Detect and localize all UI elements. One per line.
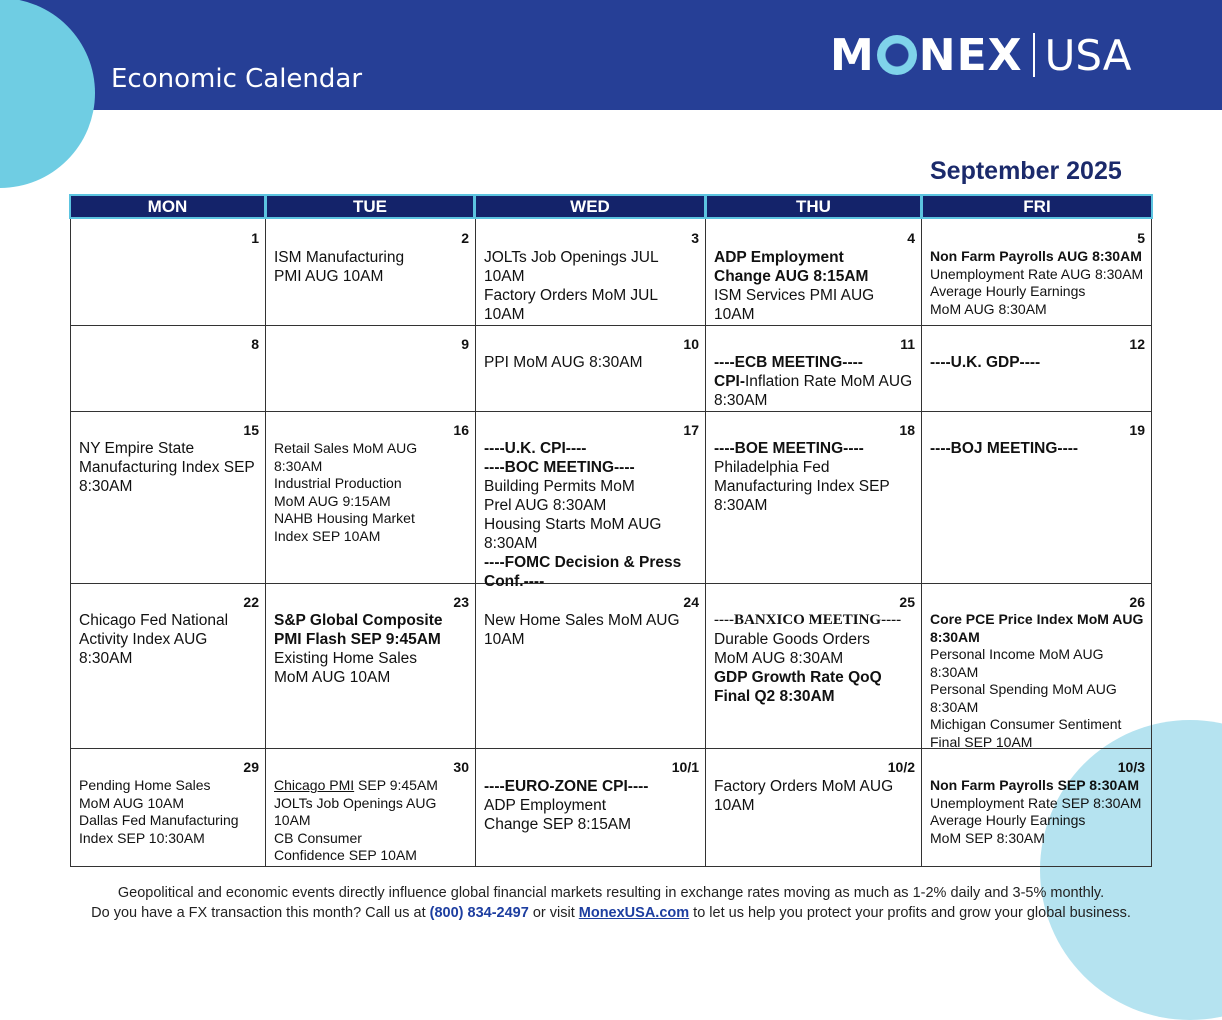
event-line: ----BOJ MEETING---- (930, 440, 1079, 457)
event-line: Average Hourly Earnings (930, 812, 1086, 828)
event-line: S&P Global Composite (274, 612, 443, 629)
day-number: 3 (691, 230, 699, 246)
grid-line (1151, 219, 1152, 867)
calendar-day-oct-2 (706, 749, 921, 866)
event-line: Index SEP 10AM (274, 527, 381, 544)
day-header-mon: MON (69, 194, 266, 219)
calendar-day-9 (266, 326, 475, 411)
event-line: Non Farm Payrolls SEP 8:30AM (930, 777, 1140, 793)
footer-text: or visit (528, 905, 579, 921)
event-line: PMI Flash SEP 9:45AM (274, 631, 441, 648)
event-line: 10AM (274, 812, 311, 828)
calendar-day-3 (476, 220, 705, 325)
logo-o-ring-icon (877, 35, 917, 75)
event-line: Pending Home Sales (79, 777, 211, 793)
event-line: Manufacturing Index SEP (714, 478, 890, 495)
event-line: Index SEP 10:30AM (79, 829, 205, 846)
day-number: 22 (243, 594, 259, 610)
calendar-day-5 (922, 220, 1151, 325)
event-line: NAHB Housing Market (274, 510, 415, 526)
day-number: 18 (899, 422, 915, 438)
day-number: 10/3 (1117, 759, 1145, 775)
day-number: 8 (251, 336, 259, 352)
day-number: 29 (243, 759, 259, 775)
event-line (274, 777, 475, 795)
day-number: 17 (683, 422, 699, 438)
day-number: 1 (251, 230, 259, 246)
event-line: Conf.---- (484, 573, 545, 590)
event-line: 8:30AM (714, 497, 768, 514)
event-line: PMI AUG 10AM (274, 268, 384, 285)
event-line: Prel AUG 8:30AM (484, 497, 607, 514)
event-line: 8:30AM (79, 478, 133, 495)
event-line: ISM Manufacturing (274, 249, 405, 266)
day-header-tue: TUE (265, 194, 475, 219)
event-line: JOLTs Job Openings AUG (274, 794, 437, 811)
day-header-wed: WED (474, 194, 706, 219)
event-line: Change AUG 8:15AM (714, 268, 869, 285)
event-line: GDP Growth Rate QoQ (714, 669, 882, 686)
calendar-day-oct-3 (922, 749, 1151, 866)
event-line: MoM AUG 9:15AM (274, 492, 391, 509)
event-line: ----FOMC Decision & Press (484, 554, 682, 571)
event-line: New Home Sales MoM AUG (484, 612, 680, 629)
event-line: Non Farm Payrolls AUG 8:30AM (930, 248, 1142, 264)
calendar-day-29 (71, 749, 265, 866)
event-line (714, 372, 921, 391)
calendar-day-26 (922, 584, 1151, 748)
event-line: Durable Goods Orders (714, 631, 870, 648)
event-line: CB Consumer (274, 829, 362, 846)
monex-logo (830, 30, 1132, 80)
calendar-day-4 (706, 220, 921, 325)
footer-contact (0, 905, 1222, 921)
event-line: Confidence SEP 10AM (274, 847, 417, 863)
calendar-day-18 (706, 412, 921, 583)
event-line: 8:30AM (79, 650, 133, 667)
event-line: ----ECB MEETING---- (714, 354, 863, 371)
day-number: 5 (1137, 230, 1145, 246)
day-number: 24 (683, 594, 699, 610)
event-line: Final Q2 8:30AM (714, 688, 835, 705)
event-line: Factory Orders MoM AUG (714, 778, 894, 795)
footer-text: Do you have a FX transaction this month? Call us at (91, 905, 430, 921)
calendar-day-11 (706, 326, 921, 411)
event-line: Average Hourly Earnings (930, 283, 1086, 299)
calendar-day-15 (71, 412, 265, 583)
event-line: Personal Spending MoM AUG (930, 681, 1117, 697)
day-number: 11 (900, 336, 915, 352)
day-number: 10/2 (887, 759, 915, 775)
calendar-day-12 (922, 326, 1151, 411)
event-line: Personal Income MoM AUG (930, 646, 1104, 662)
event-line: ----BOE MEETING---- (714, 440, 864, 457)
logo-text-m: M (830, 29, 875, 81)
day-number: 10 (683, 336, 699, 352)
event-line: JOLTs Job Openings JUL (484, 249, 659, 266)
day-number: 4 (907, 230, 915, 246)
calendar-day-25 (706, 584, 921, 748)
grid-line (70, 866, 1152, 867)
calendar-day-1 (71, 220, 265, 325)
event-label-underlined: Chicago PMI (274, 777, 355, 793)
event-line: 8:30AM (484, 535, 538, 552)
calendar-day-30 (266, 749, 475, 866)
event-line: NY Empire State (79, 440, 195, 457)
day-number: 26 (1129, 594, 1145, 610)
calendar-day-17 (476, 412, 705, 590)
logo-text-nex: NEX (918, 29, 1023, 81)
event-line: ADP Employment (714, 249, 844, 266)
event-line: ADP Employment (484, 797, 607, 814)
day-number: 30 (453, 759, 469, 775)
day-number: 2 (461, 230, 469, 246)
event-line: MoM AUG 10AM (79, 794, 185, 811)
event-line: Activity Index AUG (79, 631, 208, 648)
event-line: Change SEP 8:15AM (484, 816, 632, 833)
day-header-thu: THU (705, 194, 922, 219)
event-line: 10AM (714, 306, 755, 323)
event-line: Manufacturing Index SEP (79, 459, 255, 476)
event-line: MoM AUG 8:30AM (714, 650, 844, 667)
event-line: 8:30AM (930, 628, 980, 645)
day-number: 15 (243, 422, 259, 438)
logo-text-usa: USA (1044, 30, 1132, 80)
event-line: Retail Sales MoM AUG (274, 440, 418, 456)
event-line: Core PCE Price Index MoM AUG (930, 611, 1144, 627)
page-title: Economic Calendar (111, 64, 363, 94)
event-line: 8:30AM (930, 663, 979, 680)
calendar-day-19 (922, 412, 1151, 583)
event-line: Michigan Consumer Sentiment (930, 716, 1122, 732)
event-line: MoM AUG 8:30AM (930, 300, 1047, 317)
calendar-day-oct-1 (476, 749, 705, 866)
day-number: 10/1 (671, 759, 699, 775)
event-label-bold: CPI- (714, 373, 745, 390)
day-number: 16 (453, 422, 469, 438)
event-line: 10AM (714, 797, 755, 814)
event-line: Factory Orders MoM JUL (484, 287, 658, 304)
calendar-day-16 (266, 412, 475, 583)
event-line: Industrial Production (274, 475, 402, 491)
event-line: Chicago Fed National (79, 612, 229, 629)
event-line: ----EURO-ZONE CPI---- (484, 778, 649, 795)
event-line: Unemployment Rate SEP 8:30AM (930, 794, 1142, 811)
day-header-fri: FRI (921, 194, 1153, 219)
event-label: Inflation Rate MoM AUG (745, 373, 913, 390)
day-number: 25 (899, 594, 915, 610)
calendar-day-8 (71, 326, 265, 411)
event-line: 8:30AM (930, 698, 979, 715)
event-line: MoM SEP 8:30AM (930, 829, 1045, 846)
event-line: Philadelphia Fed (714, 459, 830, 476)
event-line: ----U.K. GDP---- (930, 354, 1041, 371)
calendar-day-2 (266, 220, 475, 325)
website-link[interactable]: MonexUSA.com (578, 905, 690, 921)
event-line: 10AM (484, 268, 525, 285)
footer-text: to let us help you protect your profits and grow your global business. (689, 905, 1131, 921)
calendar-day-24 (476, 584, 705, 748)
event-line: ISM Services PMI AUG (714, 287, 875, 304)
day-number: 19 (1129, 422, 1145, 438)
calendar-month: September 2025 (930, 157, 1122, 185)
day-number: 23 (453, 594, 469, 610)
day-number: 12 (1129, 336, 1145, 352)
event-line: 10AM (484, 306, 525, 323)
event-line: PPI MoM AUG 8:30AM (484, 354, 643, 371)
calendar-day-22 (71, 584, 265, 748)
event-line: Unemployment Rate AUG 8:30AM (930, 265, 1144, 282)
footer-disclaimer: Geopolitical and economic events directly influence global financial markets resulting in exchange rates moving as much as 1-2% daily and 3-5% monthly. (117, 885, 1105, 901)
phone-link[interactable]: (800) 834-2497 (429, 905, 529, 921)
day-number: 9 (461, 336, 469, 352)
event-line: 10AM (484, 631, 525, 648)
event-line: Final SEP 10AM (930, 733, 1033, 750)
event-line: ----BANXICO MEETING---- (714, 612, 902, 628)
event-line: Existing Home Sales (274, 650, 418, 667)
event-line: 8:30AM (274, 457, 323, 474)
event-line: ----BOC MEETING---- (484, 459, 635, 476)
logo-divider (1033, 33, 1035, 77)
event-label: SEP 9:45AM (354, 777, 438, 793)
calendar-day-23 (266, 584, 475, 748)
event-line: ----U.K. CPI---- (484, 440, 587, 457)
calendar-day-10 (476, 326, 705, 411)
event-line: 8:30AM (714, 392, 768, 409)
event-line: Housing Starts MoM AUG (484, 516, 662, 533)
event-line: Building Permits MoM (484, 478, 635, 495)
event-line: Dallas Fed Manufacturing (79, 812, 239, 828)
event-line: MoM AUG 10AM (274, 669, 391, 686)
